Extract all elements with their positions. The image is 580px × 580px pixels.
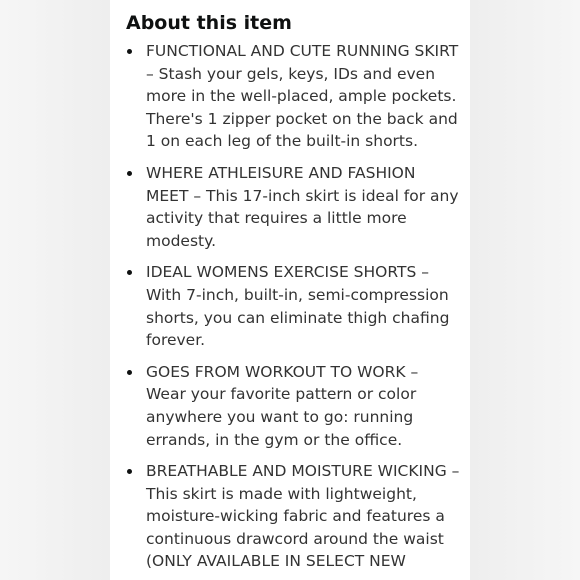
bullet-dot-icon <box>127 171 132 176</box>
about-item-panel <box>110 0 470 580</box>
bullet-text: BREATHABLE AND MOISTURE WICKING – This skirt is made with lightweight, moisture-wicking fabric and features a continuous drawcord around the waist (ONLY AVAILABLE IN SELECT NEW <box>146 462 460 571</box>
bullet-text: IDEAL WOMENS EXERCISE SHORTS – With 7-inch, built-in, semi-compression shorts, you can eliminate thigh chafing forever. <box>146 263 450 350</box>
bullet-text: GOES FROM WORKOUT TO WORK – Wear your favorite pattern or color anywhere you want to go: running errands, in the gym or the office. <box>146 362 419 449</box>
list-item <box>110 162 470 252</box>
background-left <box>0 0 110 580</box>
bullet-dot-icon <box>127 370 132 375</box>
bullet-list <box>110 40 470 580</box>
bullet-text: FUNCTIONAL AND CUTE RUNNING SKIRT – Stash your gels, keys, IDs and even more in the well-placed, ample pockets. There's 1 zipper pocket on the back and 1 on each leg of the built-in shorts. <box>146 42 459 151</box>
list-item <box>110 261 470 351</box>
list-item <box>110 460 470 573</box>
bullet-text: WHERE ATHLEISURE AND FASHION MEET – This 17-inch skirt is ideal for any activity that requires a little more modesty. <box>146 163 459 250</box>
bullet-dot-icon <box>127 469 132 474</box>
list-item <box>110 40 470 153</box>
section-title: About this item <box>126 12 292 34</box>
bullet-dot-icon <box>127 49 132 54</box>
background-right <box>470 0 580 580</box>
list-item <box>110 361 470 451</box>
bullet-dot-icon <box>127 270 132 275</box>
